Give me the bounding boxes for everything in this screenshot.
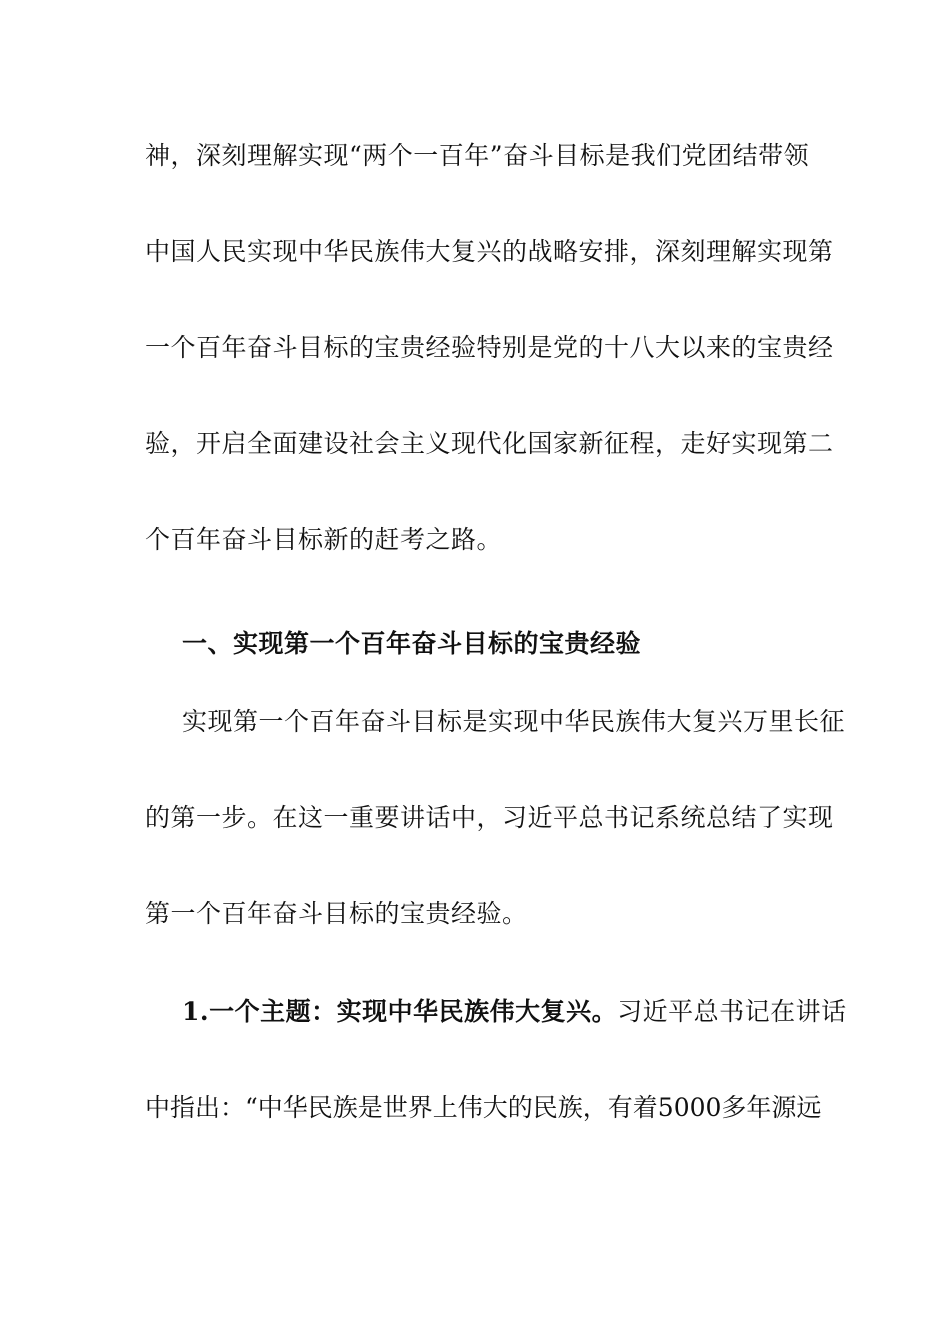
- text-line: 验，开启全面建设社会主义现代化国家新征程，走好实现第二: [145, 429, 834, 458]
- section-heading: 一、实现第一个百年奋斗目标的宝贵经验: [182, 629, 642, 658]
- text-line: 实现第一个百年奋斗目标是实现中华民族伟大复兴万里长征: [182, 707, 846, 736]
- text-line: 神，深刻理解实现“两个一百年”奋斗目标是我们党团结带领: [145, 141, 810, 170]
- text-line: 中指出：“中华民族是世界上伟大的民族，有着5000多年源远: [145, 1093, 822, 1122]
- text-line: 个百年奋斗目标新的赶考之路。: [145, 525, 503, 554]
- point-heading: 1.一个主题：实现中华民族伟大复兴。: [182, 997, 618, 1026]
- text-line: 第一个百年奋斗目标的宝贵经验。: [145, 899, 528, 928]
- text-line: 的第一步。在这一重要讲话中，习近平总书记系统总结了实现: [145, 803, 834, 832]
- text-line: 一个百年奋斗目标的宝贵经验特别是党的十八大以来的宝贵经: [145, 333, 834, 362]
- point-text: 习近平总书记在讲话: [617, 997, 847, 1026]
- point-line: [182, 996, 847, 1028]
- text-line: 中国人民实现中华民族伟大复兴的战略安排，深刻理解实现第: [145, 237, 834, 266]
